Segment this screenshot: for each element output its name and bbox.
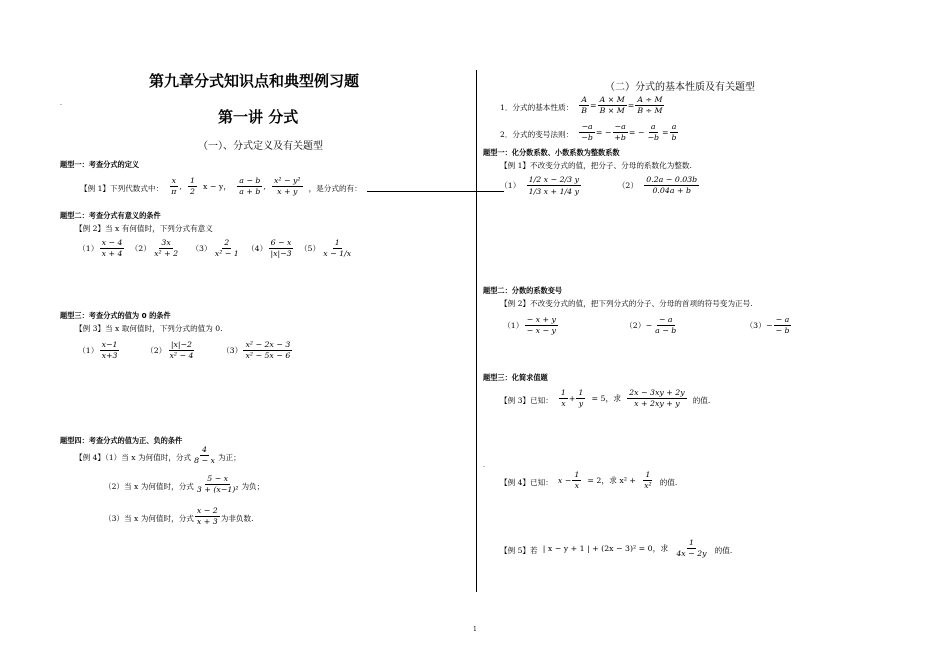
fraction: $\frac{a}{-b}$	[647, 122, 659, 142]
fraction: $\frac{x - 4}{x + 4}$	[101, 238, 123, 258]
fraction: $\frac{A \times M}{B \times M}$	[599, 95, 625, 115]
fraction: $\frac{A}{B}$	[581, 95, 588, 115]
example-4-3: （3）当 x 为何值时，分式 $\frac{x - 2}{x + 3}$ 为非负数.	[104, 506, 254, 526]
right-example-4: 【例 4】已知： x − $\frac{1}{x}$ = 2，求 x² + $\frac{1}{\text{x²}}$ 的值.	[500, 470, 678, 490]
question-type-2: 题型二：考查分式有意义的条件	[60, 211, 161, 220]
fraction: $\frac{1}{2}$	[189, 176, 195, 196]
fraction: $\frac{2}{\text{x² − 1}}$	[214, 238, 239, 258]
fraction: $\frac{|x|-2}{\text{x² − 4}}$	[169, 340, 194, 360]
fraction: $\frac{x - 2}{x + 3}$	[196, 506, 218, 526]
example-4-1: 【例 4】（1）当 x 为何值时，分式 $\frac{4}{8 - x}$ 为正；	[75, 445, 241, 465]
property-2: 2．分式的变号法则： $\frac{-a}{-b}$ = − $\frac{-a}{+b}$ = − $\frac{a}{-b}$ = $\frac{a}{b}$	[500, 122, 677, 142]
example-3-items: （1） $\frac{x-1}{x+3}$ （2） $\frac{|x|-2}{\text{x² − 4}}$ （3） $\frac{\text{x² − 2x − 3}}{\text{x² − 5x − 6}}$	[78, 340, 291, 360]
fraction: $\frac{5 - x}{\text{3 + (x−1)²}}$	[196, 474, 239, 494]
answer-blank	[367, 182, 504, 192]
section1-title: （一）、分式定义及有关题型	[198, 141, 323, 152]
right-question-type-1: 题型一：化分数系数、小数系数为整数系数	[483, 148, 620, 157]
fraction: $\frac{a - b}{a + b}$	[239, 176, 261, 196]
example-2-items: （1） $\frac{x - 4}{x + 4}$ （2） $\frac{3x}{\text{x² + 2}}$ （3） $\frac{2}{\text{x² − 1}}$ （4） $\frac{6 - x}{|x|-3}$ （5） $\frac{1}{x - 1/x}$	[78, 238, 352, 258]
fraction: $\frac{- a}{- b}$	[775, 315, 790, 335]
right-ex2-label: 【例 2】不改变分式的值，把下列分式的分子、分母的首项的符号变为正号.	[500, 299, 753, 308]
fraction: $\frac{1}{y}$	[578, 388, 584, 408]
fraction: $\frac{2x - 3xy + 2y}{x + 2xy + y}$	[629, 388, 685, 408]
page-number: 1	[473, 626, 477, 633]
fraction: $\frac{6 - x}{|x|-3}$	[270, 238, 292, 258]
margin-dot: .	[60, 100, 62, 107]
fraction: $\frac{1}{x}$	[574, 470, 580, 490]
fraction: $\frac{- x + y}{- x - y}$	[526, 315, 556, 335]
fraction: $\frac{x}{\pi}$	[171, 176, 177, 196]
ex3-label: 【例 3】当 x 取何值时，下列分式的值为 0.	[75, 324, 223, 333]
right-question-type-3: 题型三：化简求值题	[483, 373, 548, 382]
main-title: 第九章分式知识点和典型例习题	[149, 72, 360, 90]
example-4-2: （2）当 x 为何值时，分式 $\frac{5 - x}{\text{3 + (x−1)²}}$ 为负；	[104, 474, 265, 494]
fraction: $\frac{0.2a - 0.03b}{0.04a + b}$	[646, 175, 698, 195]
right-example-2-items: （1） $\frac{- x + y}{- x - y}$ （2）− $\frac{- a}{a - b}$ （3）− $\frac{- a}{- b}$	[503, 315, 790, 335]
fraction: $\frac{1}{x - 1/x}$	[323, 238, 352, 258]
fraction: $\frac{\text{x² − 2x − 3}}{\text{x² − 5x − 6}}$	[245, 340, 291, 360]
fraction: $\frac{\text{x² − y²}}{x + y}$	[273, 176, 301, 196]
fraction: $\frac{- a}{a - b}$	[655, 315, 677, 335]
fraction: $\frac{A \div M}{B \div M}$	[637, 95, 663, 115]
right-example-3: 【例 3】已知： $\frac{1}{x}$ + $\frac{1}{y}$ = 5，求 $\frac{2x - 3xy + 2y}{x + 2xy + y}$ 的值.	[500, 388, 711, 408]
fraction: $\frac{1}{4x - 2y}$	[676, 538, 707, 558]
right-ex1-label: 【例 1】不改变分式的值，把分子、分母的系数化为整数.	[500, 161, 692, 170]
question-type-1: 题型一：考查分式的定义	[60, 160, 140, 169]
fraction: $\frac{1}{\text{x²}}$	[644, 470, 652, 490]
property-1: 1．分式的基本性质： $\frac{A}{B}$ = $\frac{A \times M}{B \times M}$ = $\frac{A \div M}{B \div M}$	[500, 95, 663, 115]
right-example-1: （1） $\frac{1/2 x - 2/3 y}{1/3 x + 1/4 y}$ （2） $\frac{0.2a - 0.03b}{0.04a + b}$	[500, 175, 698, 196]
fraction: $\frac{3x}{\text{x² + 2}}$	[154, 238, 179, 258]
fraction: $\frac{1}{x}$	[560, 388, 566, 408]
question-type-4: 题型四：考查分式的值为正、负的条件	[60, 436, 183, 445]
right-example-5: 【例 5】若 | x − y + 1 | + (2x − 3)² = 0，求 $\frac{1}{4x - 2y}$ 的值.	[500, 538, 733, 558]
question-type-3: 题型三：考查分式的值为 0 的条件	[60, 311, 171, 320]
section2-title: （二）分式的基本性质及有关题型	[605, 82, 755, 93]
right-question-type-2: 题型二：分数的系数变号	[483, 286, 563, 295]
example-1: 【例 1】下列代数式中： $\frac{x}{\pi}$ , $\frac{1}{2}$ x − y， $\frac{a - b}{a + b}$ , $\frac{\text{x² − y²}}{x + y}$ ，是分式的有：	[80, 176, 504, 197]
compound-fraction: $\frac{1/2 x - 2/3 y}{1/3 x + 1/4 y}$	[528, 175, 580, 196]
fraction: $\frac{4}{8 - x}$	[194, 445, 215, 465]
fraction: $\frac{-a}{-b}$	[581, 122, 593, 142]
fraction: $\frac{a}{b}$	[671, 122, 677, 142]
fraction: $\frac{x-1}{x+3}$	[101, 340, 118, 360]
fraction: $\frac{-a}{+b}$	[614, 122, 626, 142]
margin-dot: .	[483, 462, 485, 469]
ex2-label: 【例 2】当 x 有何值时，下列分式有意义	[75, 224, 213, 233]
ex1-label: 【例 1】下列代数式中：	[80, 184, 164, 193]
lecture-title: 第一讲 分式	[218, 108, 299, 126]
column-divider	[476, 70, 477, 592]
